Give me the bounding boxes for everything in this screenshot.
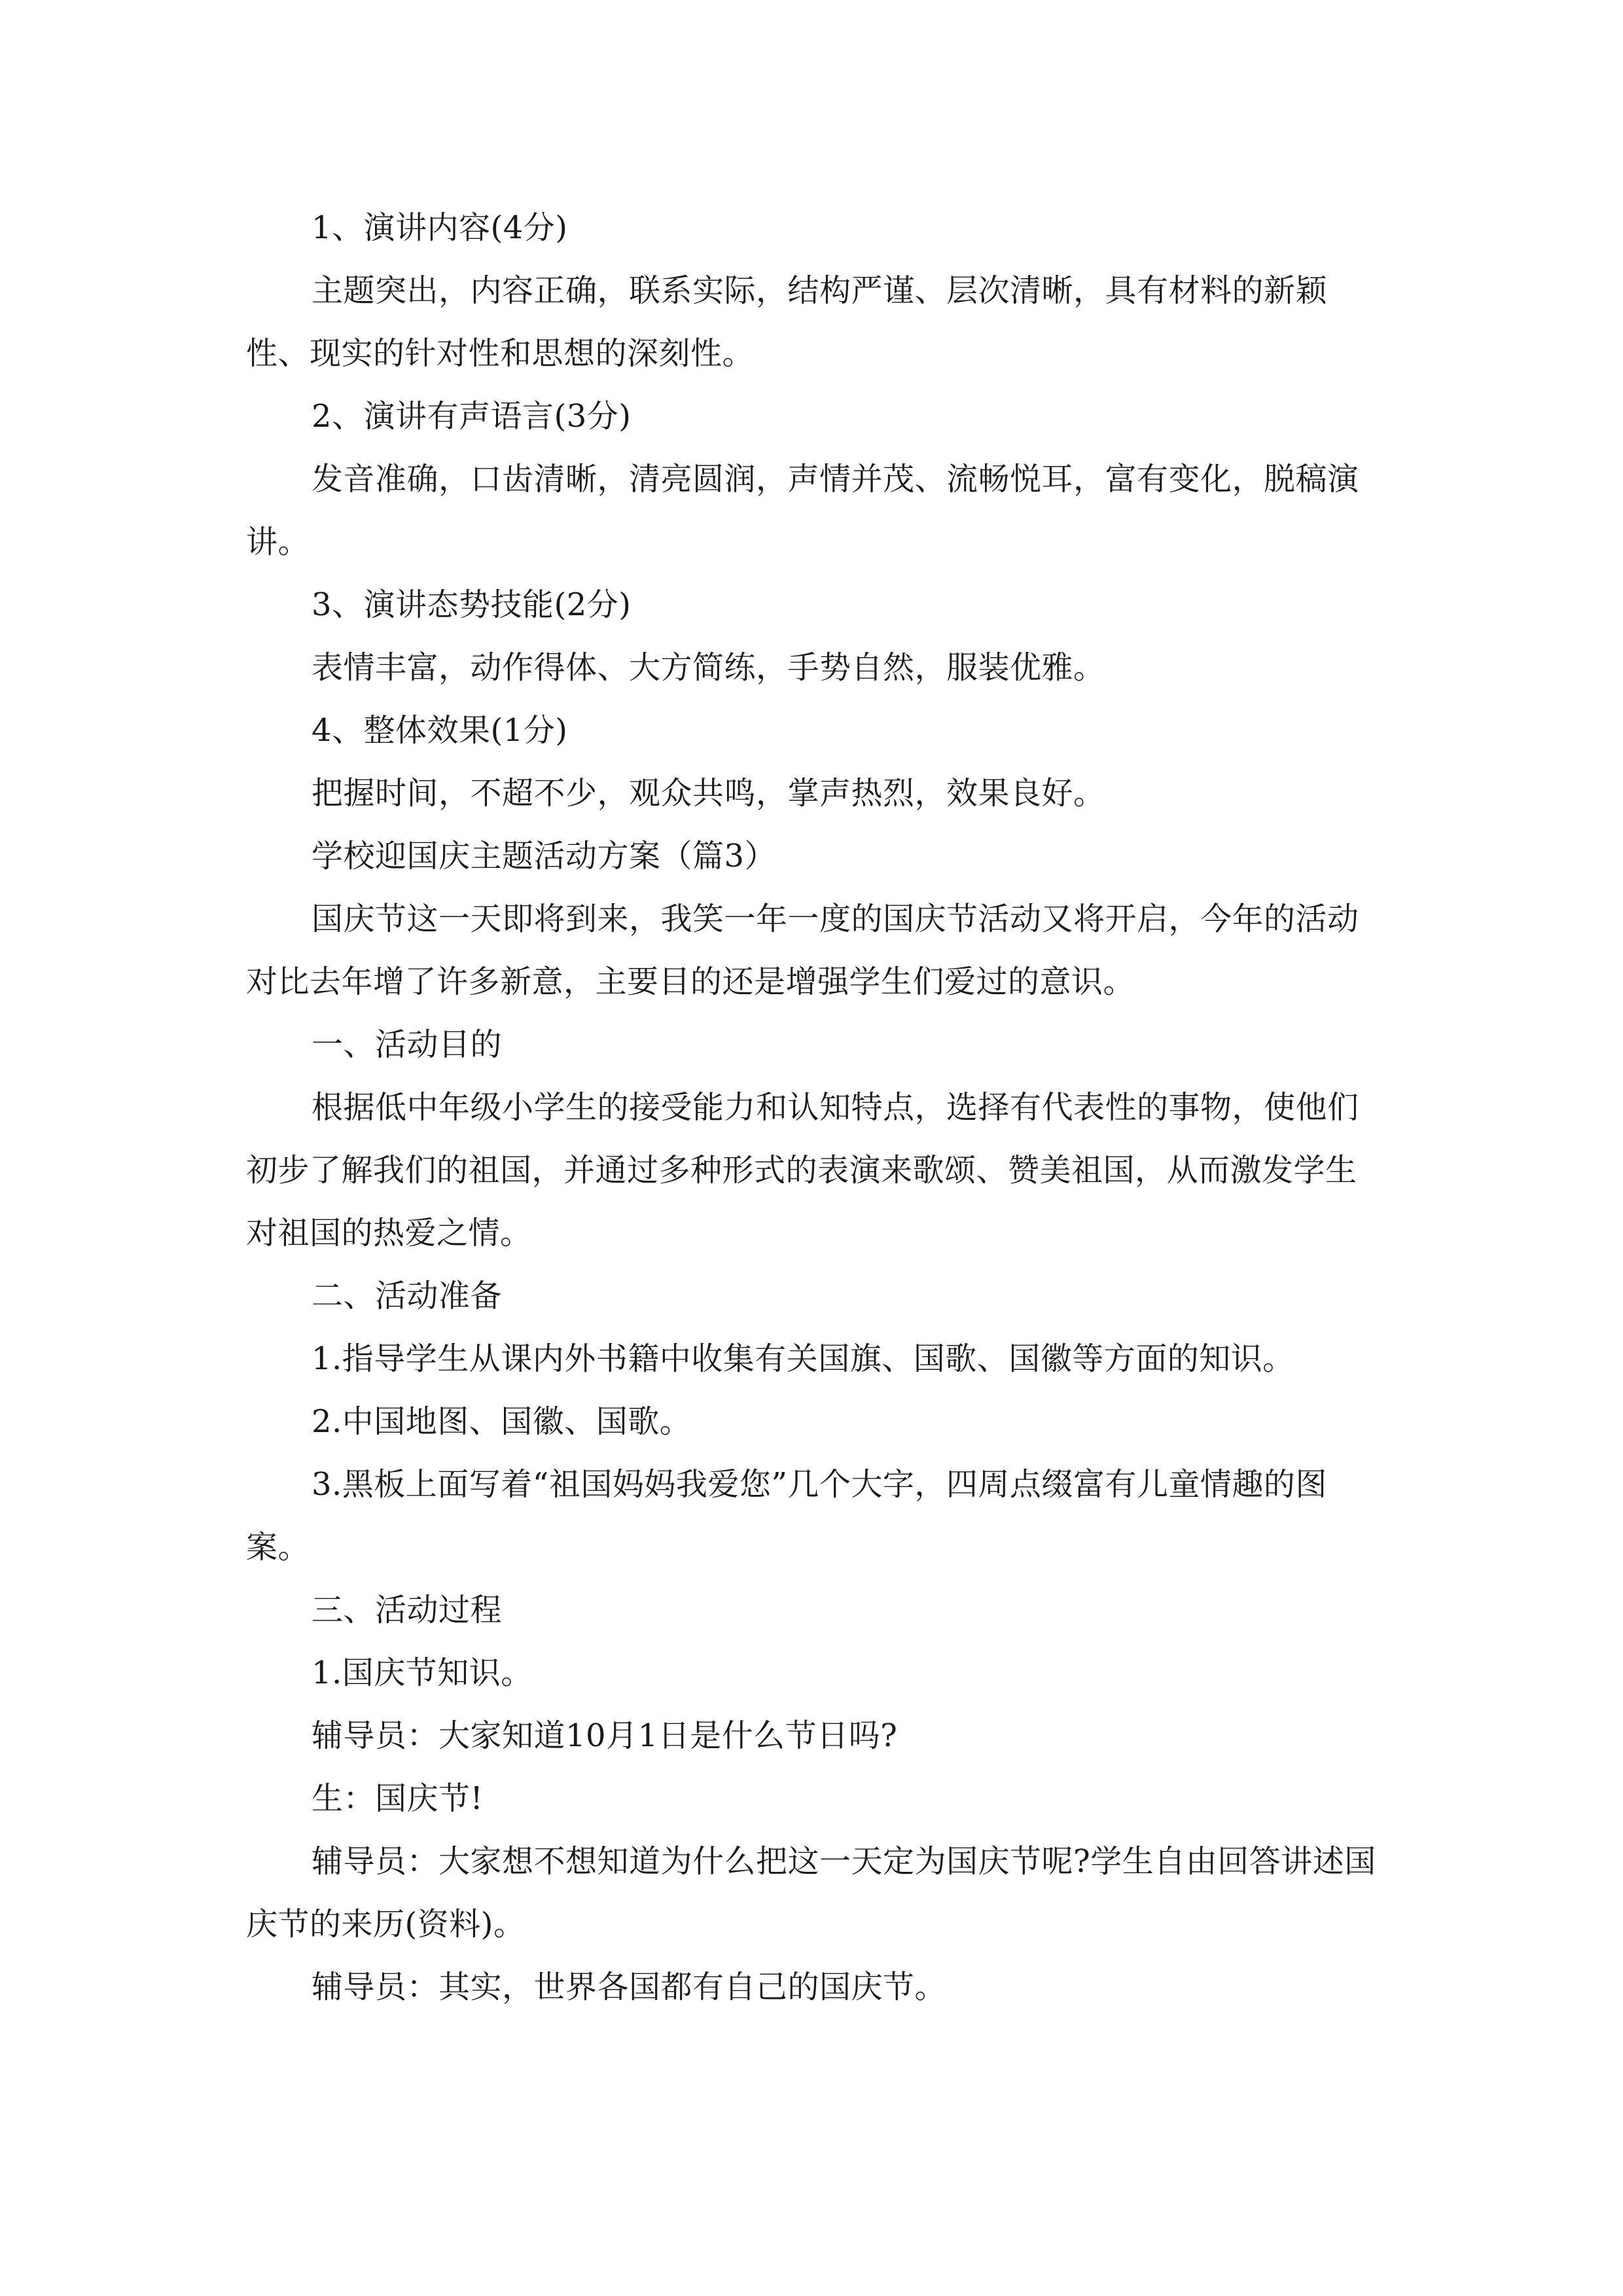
document-body — [246, 196, 1378, 2018]
scoring-item-2-text: 发音准确，口齿清晰，清亮圆润，声情并茂、流畅悦耳，富有变化，脱稿演讲。 — [246, 461, 1359, 560]
scoring-item-1-heading: 1、演讲内容(4分) — [312, 209, 568, 246]
scoring-item-1-text: 主题突出，内容正确，联系实际，结构严谨、层次清晰，具有材料的新颖性、现实的针对性和思想的深刻性。 — [246, 272, 1328, 372]
scoring-item-3-text: 表情丰富，动作得体、大方简练，手势自然，服装优雅。 — [312, 649, 1105, 686]
scoring-item-3-heading: 3、演讲态势技能(2分) — [312, 586, 632, 623]
purpose-text: 根据低中年级小学生的接受能力和认知特点，选择有代表性的事物，使他们初步了解我们的祖国，并通过多种形式的表演来歌颂、赞美祖国，从而激发学生对祖国的热爱之情。 — [246, 1089, 1359, 1251]
intro-paragraph: 国庆节这一天即将到来，我笑一年一度的国庆节活动又将开启，今年的活动对比去年增了许多新意，主要目的还是增强学生们爱过的意识。 — [246, 901, 1359, 1000]
process-heading: 三、活动过程 — [312, 1592, 503, 1628]
dialogue-line-2: 生：国庆节! — [312, 1780, 484, 1817]
preparation-heading: 二、活动准备 — [312, 1278, 503, 1314]
dialogue-line-4: 辅导员：其实，世界各国都有自己的国庆节。 — [312, 1969, 947, 2005]
process-item-1: 1.国庆节知识。 — [312, 1655, 533, 1691]
purpose-heading: 一、活动目的 — [312, 1026, 503, 1063]
section-title: 学校迎国庆主题活动方案（篇3） — [312, 838, 777, 874]
scoring-item-2-heading: 2、演讲有声语言(3分) — [312, 398, 632, 435]
preparation-item-1: 1.指导学生从课内外书籍中收集有关国旗、国歌、国徽等方面的知识。 — [312, 1340, 1294, 1377]
dialogue-line-3: 辅导员：大家想不想知道为什么把这一天定为国庆节呢?学生自由回答讲述国庆节的来历(资料)。 — [246, 1843, 1376, 1943]
dialogue-line-1: 辅导员：大家知道10月1日是什么节日吗? — [312, 1717, 898, 1754]
scoring-item-4-heading: 4、整体效果(1分) — [312, 712, 568, 749]
preparation-item-3: 3.黑板上面写着“祖国妈妈我爱您”几个大字，四周点缀富有儿童情趣的图案。 — [246, 1466, 1327, 1566]
preparation-item-2: 2.中国地图、国徽、国歌。 — [312, 1403, 692, 1440]
scoring-item-4-text: 把握时间，不超不少，观众共鸣，掌声热烈，效果良好。 — [312, 775, 1105, 812]
